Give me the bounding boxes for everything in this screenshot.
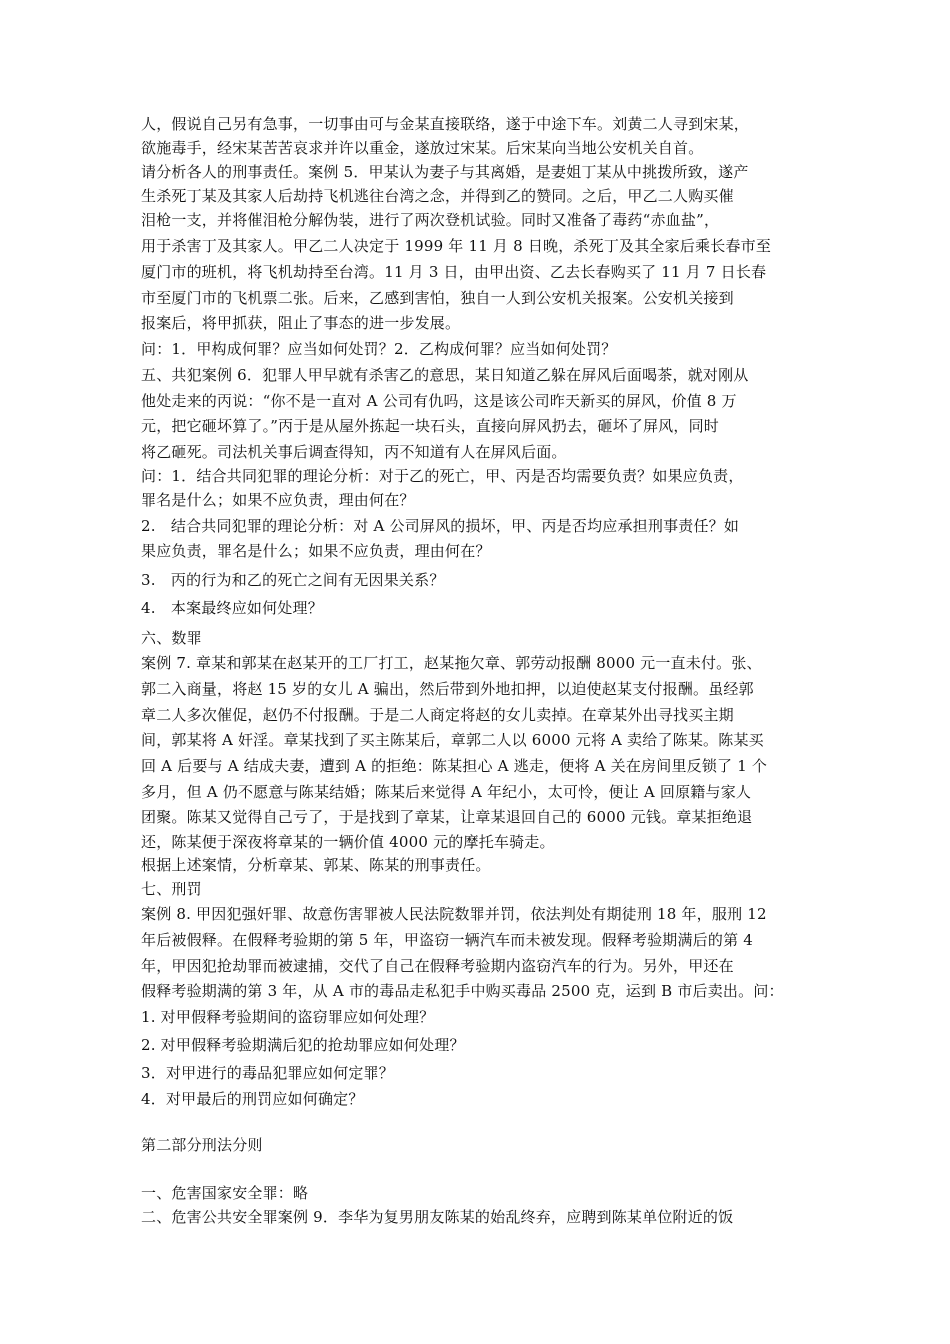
- text-line: 2. 结合共同犯罪的理论分析：对 A 公司屏风的损坏，甲、丙是否均应承担刑事责任？如: [141, 517, 740, 535]
- text-line: 用于杀害丁及其家人。甲乙二人决定于 1999 年 11 月 8 日晚，杀死丁及其全家后乘长春市至: [141, 237, 772, 255]
- text-line: 人，假说自己另有急事，一切事由可与金某直接联络，遂于中途下车。刘黄二人寻到宋某，: [141, 115, 750, 133]
- text-line: 案例 7. 章某和郭某在赵某开的工厂打工，赵某拖欠章、郭劳动报酬 8000 元一直未付。张、: [141, 654, 762, 672]
- text-line: 年，甲因犯抢劫罪而被逮捕，交代了自己在假释考验期内盗窃汽车的行为。另外，甲还在: [141, 957, 734, 975]
- text-line: 回 A 后要与 A 结成夫妻，遭到 A 的拒绝：陈某担心 A 逃走，便将 A 关在房间里反锁了 1 个: [141, 757, 768, 775]
- text-line: 问：1．结合共同犯罪的理论分析：对于乙的死亡，甲、丙是否均需要负责？如果应负责，: [141, 467, 744, 485]
- text-line: 间，郭某将 A 奸淫。章某找到了买主陈某后，章郭二人以 6000 元将 A 卖给了陈某。陈某买: [141, 731, 764, 749]
- text-line: 欲施毒手，经宋某苦苦哀求并许以重金，遂放过宋某。后宋某向当地公安机关自首。: [141, 139, 704, 157]
- section-heading: 七、刑罚: [141, 880, 202, 898]
- text-line: 还，陈某便于深夜将章某的一辆价值 4000 元的摩托车骑走。: [141, 833, 555, 851]
- text-line: 报案后，将甲抓获，阻止了事态的进一步发展。: [141, 314, 461, 332]
- text-line: 厦门市的班机，将飞机劫持至台湾。11 月 3 日，由甲出资、乙去长春购买了 11 月 7 日长春: [141, 263, 767, 281]
- text-line: 果应负责，罪名是什么；如果不应负责，理由何在？: [141, 542, 491, 560]
- section-heading: 一、危害国家安全罪：略: [141, 1184, 309, 1202]
- text-line: 4．对甲最后的刑罚应如何确定？: [141, 1090, 364, 1108]
- text-line: 将乙砸死。司法机关事后调查得知，丙不知道有人在屏风后面。: [141, 443, 567, 461]
- text-line: 2. 对甲假释考验期满后犯的抢劫罪应如何处理？: [141, 1036, 465, 1054]
- text-line: 根据上述案情，分析章某、郭某、陈某的刑事责任。: [141, 856, 491, 874]
- text-line: 生杀死丁某及其家人后劫持飞机逃往台湾之念，并得到乙的赞同。之后，甲乙二人购买催: [141, 187, 734, 205]
- part-heading: 第二部分刑法分则: [141, 1136, 263, 1154]
- text-line: 4. 本案最终应如何处理？: [141, 599, 323, 617]
- text-line: 3. 丙的行为和乙的死亡之间有无因果关系？: [141, 571, 445, 589]
- text-line: 五、共犯案例 6．犯罪人甲早就有杀害乙的意思，某日知道乙躲在屏风后面喝茶，就对刚从: [141, 366, 749, 384]
- text-line: 假释考验期满的第 3 年，从 A 市的毒品走私犯手中购买毒品 2500 克，运到 B 市后卖出。问：: [141, 982, 784, 1000]
- text-line: 1. 对甲假释考验期间的盗窃罪应如何处理？: [141, 1008, 435, 1026]
- text-line: 问：1．甲构成何罪？应当如何处罚？2．乙构成何罪？应当如何处罚？: [141, 340, 617, 358]
- text-line: 案例 8. 甲因犯强奸罪、故意伤害罪被人民法院数罪并罚，依法判处有期徒刑 18 年，服刑 12: [141, 905, 767, 923]
- text-line: 元，把它砸坏算了。”丙于是从屋外拣起一块石头，直接向屏风扔去，砸坏了屏风，同时: [141, 417, 719, 435]
- text-line: 章二人多次催促，赵仍不付报酬。于是二人商定将赵的女儿卖掉。在章某外出寻找买主期: [141, 706, 734, 724]
- section-heading: 六、数罪: [141, 629, 202, 647]
- text-line: 泪枪一支，并将催泪枪分解伪装，进行了两次登机试验。同时又准备了毒药“赤血盐”，: [141, 211, 720, 229]
- text-line: 3．对甲进行的毒品犯罪应如何定罪？: [141, 1064, 394, 1082]
- text-line: 他处走来的丙说：“你不是一直对 A 公司有仇吗，这是该公司昨天新买的屏风，价值 8 万: [141, 392, 737, 410]
- text-line: 团聚。陈某又觉得自己亏了，于是找到了章某，让章某退回自己的 6000 元钱。章某拒绝退: [141, 808, 753, 826]
- text-line: 市至厦门市的飞机票二张。后来，乙感到害怕，独自一人到公安机关报案。公安机关接到: [141, 289, 734, 307]
- text-line: 多月，但 A 仍不愿意与陈某结婚；陈某后来觉得 A 年纪小，太可怜，便让 A 回原籍与家人: [141, 783, 752, 801]
- text-line: 请分析各人的刑事责任。案例 5．甲某认为妻子与其离婚，是妻姐丁某从中挑拨所致，遂产: [141, 163, 749, 181]
- text-line: 罪名是什么；如果不应负责，理由何在？: [141, 491, 415, 509]
- text-line: 二、危害公共安全罪案例 9．李华为复男朋友陈某的始乱终弃，应聘到陈某单位附近的饭: [141, 1208, 734, 1226]
- text-line: 郭二入商量，将赵 15 岁的女儿 A 骗出，然后带到外地扣押，以迫使赵某支付报酬。虽经郭: [141, 680, 754, 698]
- text-line: 年后被假释。在假释考验期的第 5 年，甲盗窃一辆汽车而未被发现。假释考验期满后的第 4: [141, 931, 753, 949]
